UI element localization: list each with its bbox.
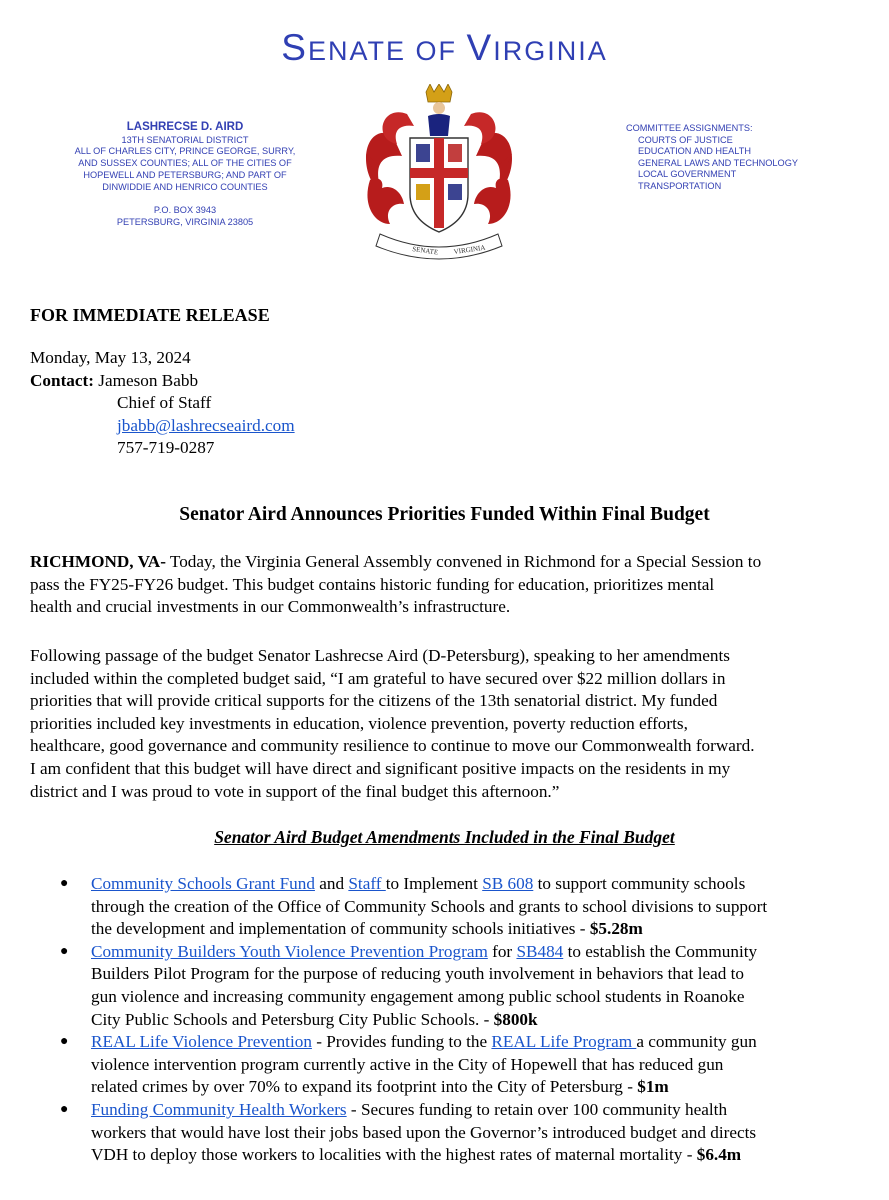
bullet-line: violence intervention program currently active in the City of Hopewell that has reduced gun: [91, 1054, 724, 1074]
funding-amount: $6.4m: [696, 1145, 742, 1165]
list-item: [58, 1099, 858, 1167]
list-item: [58, 873, 858, 941]
sb-608-link[interactable]: SB 608: [482, 874, 534, 893]
bullet-text: - Secures funding to retain over 100 community health: [346, 1099, 728, 1119]
bullet-icon: ●: [60, 1101, 69, 1117]
district-line: ALL OF CHARLES CITY, PRINCE GEORGE, SURRY,: [74, 146, 296, 157]
bullet-line: workers that would have lost their jobs based upon the Governor’s introduced budget and directs: [91, 1122, 757, 1142]
real-life-program-link[interactable]: REAL Life Program: [491, 1032, 637, 1052]
title-part-1: ENATE OF: [307, 36, 467, 66]
contact-name: Jameson Babb: [98, 370, 199, 390]
senator-name: LASHRECSE D. AIRD: [126, 121, 244, 133]
paragraph-line: priorities included key investments in education, violence prevention, poverty reduction efforts,: [30, 713, 688, 733]
paragraph-line: Following passage of the budget Senator Lashrecse Aird (D-Petersburg), speaking to her amendments: [30, 646, 730, 665]
title-initial-v: V: [466, 27, 494, 68]
paragraph-line: district and I was proud to vote in support of the final budget this afternoon.”: [30, 781, 560, 801]
bullet-line: the development and implementation of community schools initiatives -: [91, 919, 590, 939]
real-life-violence-prevention-link[interactable]: REAL Life Violence Prevention: [91, 1032, 312, 1052]
list-item: [58, 941, 858, 1031]
sender-block: [60, 122, 310, 229]
title-part-2: IRGINIA: [493, 36, 608, 66]
bullet-icon: ●: [60, 943, 69, 959]
district-line: 13TH SENATORIAL DISTRICT: [121, 134, 249, 145]
paragraph-intro: [30, 551, 860, 619]
release-label: FOR IMMEDIATE RELEASE: [30, 305, 270, 325]
senate-of-virginia-title: [0, 28, 889, 71]
bullet-line: gun violence and increasing community engagement among public school students in Roanoke: [91, 986, 745, 1006]
bullet-text: for: [487, 941, 517, 961]
contact-block: [30, 347, 860, 460]
bullet-text: a community gun: [636, 1032, 757, 1052]
bullet-line: VDH to deploy those workers to localities with the highest rates of maternal mortality -: [91, 1145, 697, 1165]
sb484-link[interactable]: SB484: [516, 941, 564, 961]
funding-amount: $1m: [637, 1077, 669, 1097]
funding-amount: $5.28m: [589, 919, 643, 939]
headline: Senator Aird Announces Priorities Funded Within Final Budget: [179, 504, 710, 525]
funding-amount: $800k: [493, 1009, 538, 1029]
paragraph-line: priorities that will provide critical supports for the citizens of the 13th senatorial district. My funded: [30, 691, 718, 711]
bullet-icon: ●: [60, 876, 69, 891]
community-schools-grant-fund-link[interactable]: Community Schools Grant Fund: [91, 874, 315, 893]
title-initial-s: S: [281, 27, 308, 68]
district-line: AND SUSSEX COUNTIES; ALL OF THE CITIES OF: [78, 158, 292, 169]
paragraph-line: health and crucial investments in our Commonwealth’s infrastructure.: [30, 597, 511, 617]
district-line: DINWIDDIE AND HENRICO COUNTIES: [102, 181, 268, 192]
bullet-text: to support community schools: [533, 874, 746, 893]
committee-item: GENERAL LAWS AND TECHNOLOGY: [638, 157, 798, 168]
bullet-line: through the creation of the Office of Community Schools and grants to school divisions to support: [91, 896, 768, 916]
paragraph-line: healthcare, good governance and community resilience to continue to move our Commonwealth forward.: [30, 736, 755, 756]
committee-item: TRANSPORTATION: [638, 180, 722, 191]
bullet-line: Builders Pilot Program for the purpose of reducing youth involvement in behaviors that lead to: [91, 964, 744, 984]
virginia-senate-seal-icon: [352, 84, 526, 260]
committee-heading: COMMITTEE ASSIGNMENTS:: [626, 123, 753, 133]
contact-label: Contact:: [30, 370, 94, 390]
paragraph-line: included within the completed budget said, “I am grateful to have secured over $22 million dollars in: [30, 668, 726, 688]
paragraph-line: pass the FY25-FY26 budget. This budget contains historic funding for education, prioritizes mental: [30, 574, 715, 594]
svg-text:VIRGINIA: VIRGINIA: [453, 243, 486, 256]
dateline: RICHMOND, VA-: [30, 552, 166, 571]
bullet-line: related crimes by over 70% to expand its footprint into the City of Petersburg -: [91, 1077, 638, 1097]
bullet-icon: ●: [60, 1034, 69, 1050]
bullet-text: - Provides funding to the: [311, 1032, 492, 1052]
community-health-workers-link[interactable]: Funding Community Health Workers: [91, 1099, 347, 1119]
contact-email-link[interactable]: jbabb@lashrecseaird.com: [117, 415, 295, 435]
bullet-text: and: [314, 874, 349, 893]
release-date: Monday, May 13, 2024: [30, 348, 191, 367]
paragraph-quote: [30, 645, 860, 803]
committee-item: COURTS OF JUSTICE: [638, 134, 733, 145]
community-builders-link[interactable]: Community Builders Youth Violence Prevention Program: [91, 941, 488, 961]
svg-text:SENATE: SENATE: [411, 245, 439, 257]
list-item: [58, 1031, 858, 1099]
contact-email-row: [30, 415, 860, 438]
contact-title: Chief of Staff: [117, 393, 212, 413]
amendments-list: [58, 873, 858, 1167]
amendments-subheading: Senator Aird Budget Amendments Included in the Final Budget: [214, 827, 675, 847]
po-box: P.O. BOX 3943: [153, 205, 217, 216]
paragraph-line: Today, the Virginia General Assembly convened in Richmond for a Special Session to: [165, 552, 762, 571]
district-line: HOPEWELL AND PETERSBURG; AND PART OF: [83, 169, 287, 180]
bullet-text: to establish the Community: [563, 941, 758, 961]
committee-item: LOCAL GOVERNMENT: [638, 169, 737, 180]
city-zip: PETERSBURG, VIRGINIA 23805: [116, 216, 254, 227]
paragraph-line: I am confident that this budget will have direct and significant positive impacts on the residents in my: [30, 758, 731, 778]
contact-line: [30, 370, 860, 393]
committee-assignments: [626, 123, 856, 193]
committee-item: EDUCATION AND HEALTH: [638, 146, 751, 157]
bullet-line: City Public Schools and Petersburg City Public Schools. -: [91, 1009, 494, 1029]
contact-phone: 757-719-0287: [117, 438, 215, 458]
bullet-text: to Implement: [385, 874, 483, 893]
staff-link[interactable]: Staff: [348, 874, 386, 893]
